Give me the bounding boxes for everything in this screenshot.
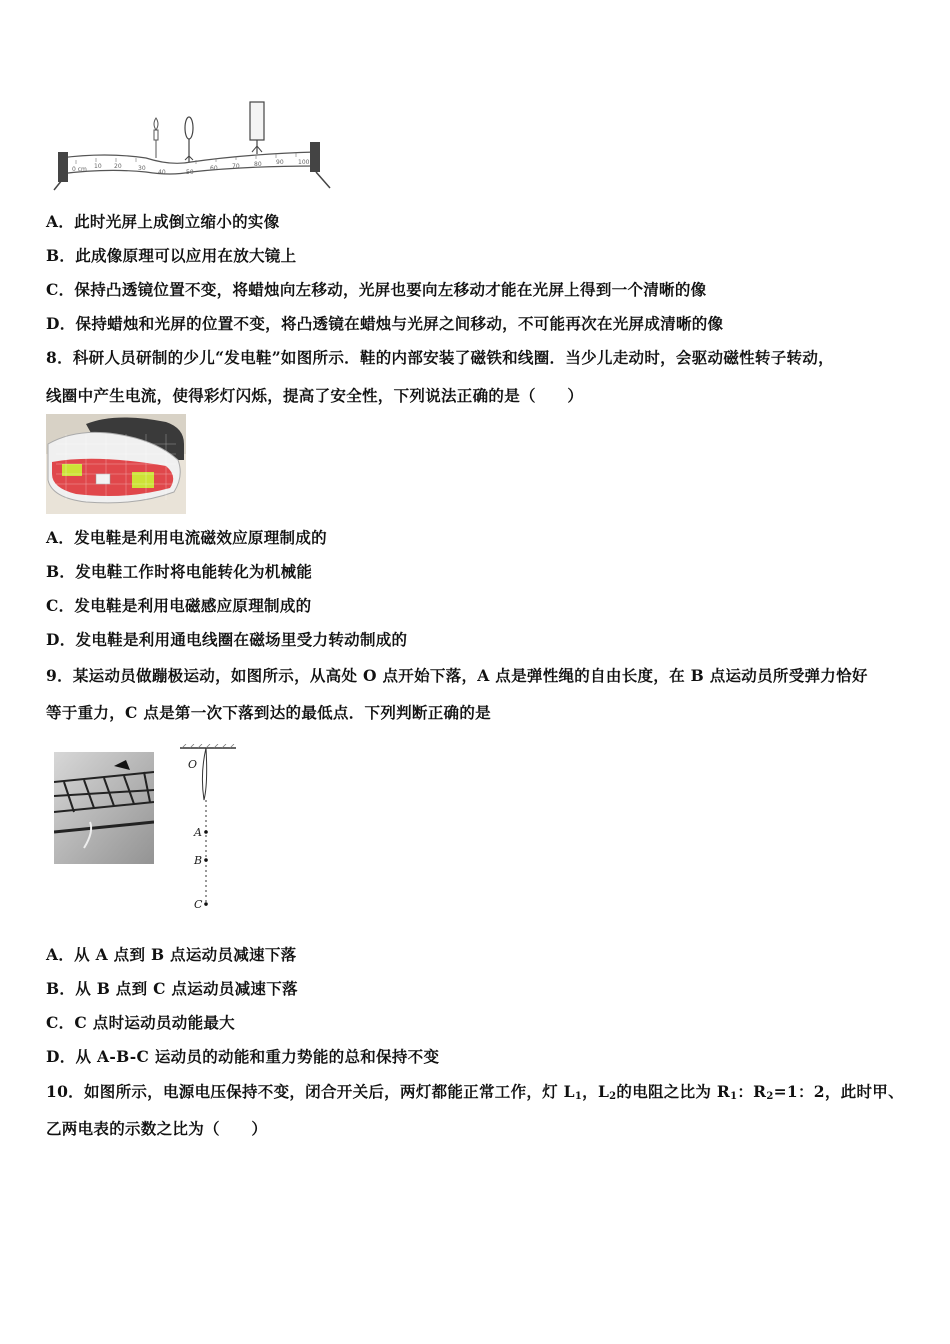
light-screen-icon — [250, 102, 264, 154]
bench-label-40: 40 — [158, 169, 166, 176]
q10-text-3: 的电阻之比为 R — [616, 1082, 731, 1101]
q10-text-4: ：R — [737, 1082, 767, 1101]
q9-option-d: D．从 A-B-C 运动员的动能和重力势能的总和保持不变 — [46, 1047, 440, 1066]
bench-label-100: 100 — [298, 159, 310, 166]
power-shoe-photo — [46, 414, 186, 514]
q10-sub-2: 2 — [609, 1091, 617, 1102]
q10-sub-1: 1 — [574, 1091, 583, 1102]
candle-icon — [154, 118, 158, 158]
diagram-label-o: O — [188, 758, 198, 771]
diagram-label-b: B — [194, 854, 203, 867]
q10-stem-line1 — [46, 1080, 904, 1102]
bench-label-20: 20 — [114, 163, 122, 170]
bench-label-30: 30 — [138, 165, 146, 172]
q9-option-a: A．从 A 点到 B 点运动员减速下落 — [46, 945, 297, 964]
bench-label-90: 90 — [276, 159, 284, 166]
q7-option-b: B．此成像原理可以应用在放大镜上 — [46, 246, 297, 265]
q10-text-1: 10．如图所示，电源电压保持不变，闭合开关后，两灯都能正常工作，灯 L — [46, 1082, 575, 1101]
q9-option-b: B．从 B 点到 C 点运动员减速下落 — [46, 979, 298, 998]
bungee-diagram — [176, 744, 246, 914]
q9-stem-line2: 等于重力，C 点是第一次下落到达的最低点．下列判断正确的是 — [46, 703, 491, 722]
q9-option-c: C．C 点时运动员动能最大 — [46, 1013, 235, 1032]
q10-sub-3: 1 — [730, 1091, 738, 1102]
q8-stem-line2: 线圈中产生电流，使得彩灯闪烁，提高了安全性，下列说法正确的是（ ） — [46, 386, 584, 405]
bench-label-80: 80 — [254, 161, 262, 168]
bench-label-70: 70 — [232, 163, 240, 170]
q8-option-d: D．发电鞋是利用通电线圈在磁场里受力转动制成的 — [46, 630, 408, 649]
q8-stem-line1: 8．科研人员研制的少儿“发电鞋”如图所示．鞋的内部安装了磁铁和线圈．当少儿走动时，会驱动磁性转子转动， — [46, 348, 834, 367]
bench-label-0: 0 cm — [72, 166, 87, 173]
optical-bench-figure — [46, 96, 336, 196]
diagram-label-c: C — [194, 898, 203, 911]
bench-label-60: 60 — [210, 165, 218, 172]
bench-label-10: 10 — [94, 163, 102, 170]
q7-option-a: A．此时光屏上成倒立缩小的实像 — [46, 212, 280, 231]
q7-option-c: C．保持凸透镜位置不变，将蜡烛向左移动，光屏也要向左移动才能在光屏上得到一个清晰的像 — [46, 280, 707, 299]
q8-option-c: C．发电鞋是利用电磁感应原理制成的 — [46, 596, 312, 615]
bench-label-50: 50 — [186, 169, 194, 176]
q10-text-2: ，L — [582, 1082, 610, 1101]
q8-option-a: A．发电鞋是利用电流磁效应原理制成的 — [46, 528, 327, 547]
convex-lens-icon — [185, 117, 193, 162]
diagram-label-a: A — [194, 826, 202, 839]
q8-option-b: B．发电鞋工作时将电能转化为机械能 — [46, 562, 313, 581]
bench-left-stand — [58, 152, 68, 182]
q10-text-5: =1：2，此时甲、 — [773, 1082, 904, 1101]
q10-sub-4: 2 — [766, 1091, 774, 1102]
q10-stem-line2: 乙两电表的示数之比为（ ） — [46, 1119, 268, 1138]
bench-right-stand — [310, 142, 320, 172]
bungee-photo — [54, 752, 154, 864]
q9-stem-line1: 9．某运动员做蹦极运动，如图所示，从高处 O 点开始下落，A 点是弹性绳的自由长度，在 B 点运动员所受弹力恰好 — [46, 666, 868, 685]
q7-option-d: D．保持蜡烛和光屏的位置不变，将凸透镜在蜡烛与光屏之间移动，不可能再次在光屏成清晰的像 — [46, 314, 724, 333]
